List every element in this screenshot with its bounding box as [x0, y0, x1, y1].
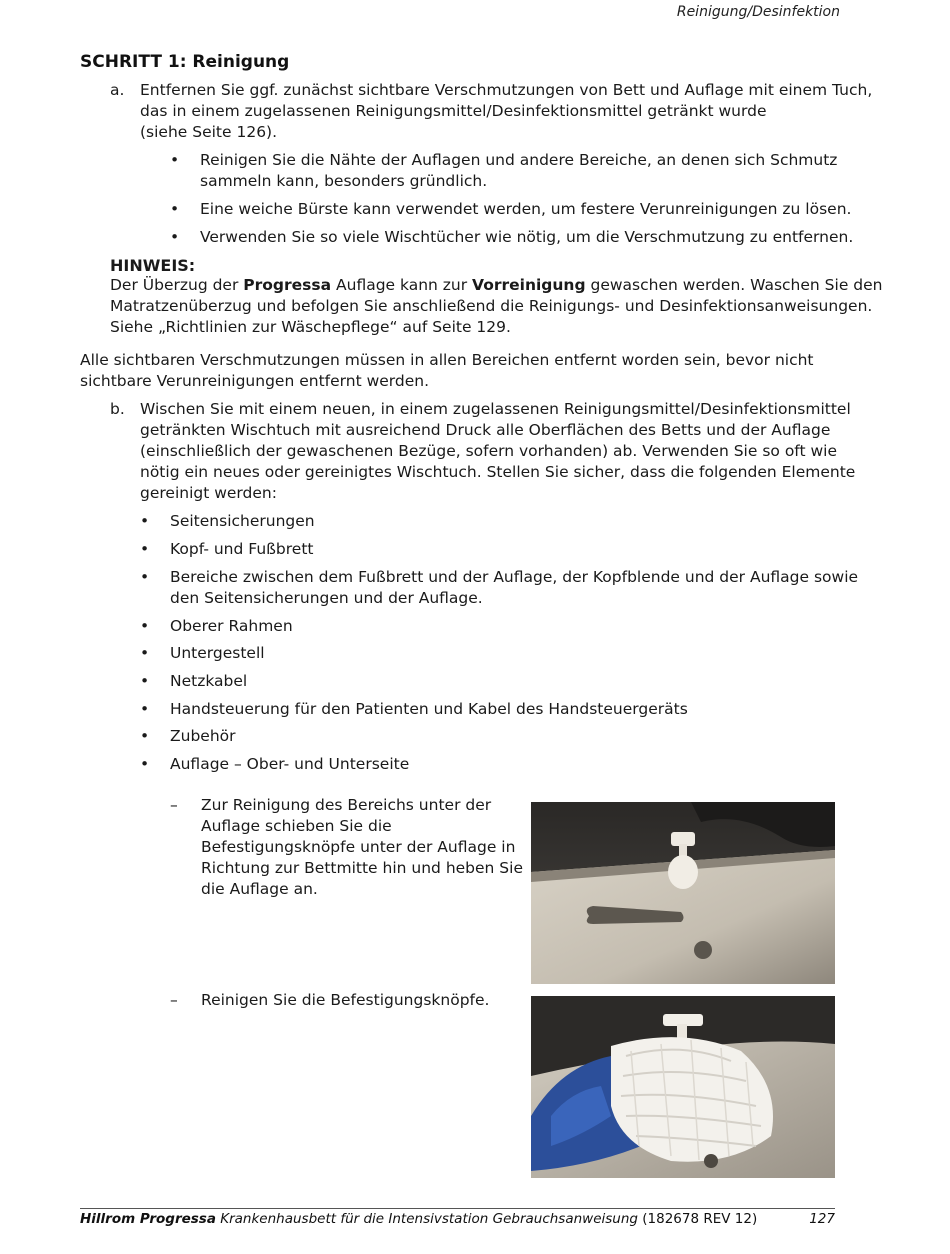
footer-title: [80, 1211, 757, 1227]
item-b-line-4: nötig ein neues oder gereinigtes Wischtuch. Stellen Sie sicher, dass die folgenden Elemente: [140, 463, 856, 481]
dash-1-line-3: Befestigungsknöpfe unter der Auflage in: [201, 838, 516, 856]
item-b-bullet-areas-line-1: Bereiche zwischen dem Fußbrett und der Auflage, der Kopfblende und der Auflage sowie: [170, 568, 859, 586]
bullet-dot: •: [140, 512, 150, 530]
item-a-marker: a.: [110, 81, 125, 99]
dash-1-line-4: Richtung zur Bettmitte hin und heben Sie: [201, 859, 523, 877]
note-line-1: [110, 275, 882, 296]
item-b-bullet-head-foot-board: Kopf- und Fußbrett: [170, 540, 314, 558]
item-b-line-5: gereinigt werden:: [140, 484, 277, 502]
note-text: Der Überzug der: [110, 276, 244, 294]
dash-1-line-1: Zur Reinigung des Bereichs unter der: [201, 796, 492, 814]
dash-marker: –: [170, 991, 178, 1009]
item-a-line-2: das in einem zugelassenen Reinigungsmittel/Desinfektionsmittel getränkt wurde: [140, 102, 767, 120]
item-a-bullet-1-line-2: sammeln kann, besonders gründlich.: [200, 172, 488, 190]
item-b-bullet-areas-line-2: den Seitensicherungen und der Auflage.: [170, 589, 483, 607]
bullet-dot: •: [170, 228, 180, 246]
bullet-dot: •: [140, 568, 150, 586]
footer-manual-title: Krankenhausbett für die Intensivstation Gebrauchsanweisung: [215, 1211, 638, 1227]
bullet-dot: •: [140, 540, 150, 558]
note-text: Auflage kann zur: [331, 276, 473, 294]
paragraph-line-2: sichtbare Verunreinigungen entfernt werden.: [80, 372, 430, 390]
item-a-bullet-1-line-1: Reinigen Sie die Nähte der Auflagen und andere Bereiche, an denen sich Schmutz: [200, 151, 838, 169]
bullet-dot: •: [140, 617, 150, 635]
item-b-bullet-upper-frame: Oberer Rahmen: [170, 617, 293, 635]
bullet-dot: •: [170, 200, 180, 218]
footer-divider: [80, 1208, 835, 1209]
item-a-line-3: (siehe Seite 126).: [140, 123, 278, 141]
item-b-bullet-base-frame: Untergestell: [170, 644, 265, 662]
note-product-name: Progressa: [243, 276, 332, 294]
photo-1-illustration: [531, 802, 835, 984]
bullet-dot: •: [140, 644, 150, 662]
note-line-3: Siehe „Richtlinien zur Wäschepflege“ auf Seite 129.: [110, 318, 511, 336]
dash-2: Reinigen Sie die Befestigungsknöpfe.: [201, 991, 490, 1009]
item-b-line-2: getränkten Wischtuch mit ausreichend Druck alle Oberflächen des Betts und der Auflage: [140, 421, 831, 439]
item-b-marker: b.: [110, 400, 125, 418]
bullet-dot: •: [170, 151, 180, 169]
footer-doc-number: (182678 REV 12): [637, 1211, 758, 1227]
photo-cleaning-fastener-knob: [531, 996, 835, 1178]
item-a-bullet-3: Verwenden Sie so viele Wischtücher wie nötig, um die Verschmutzung zu entfernen.: [200, 228, 854, 246]
dash-1-line-2: Auflage schieben Sie die: [201, 817, 392, 835]
item-b-line-1: Wischen Sie mit einem neuen, in einem zugelassenen Reinigungsmittel/Desinfektionsmittel: [140, 400, 851, 418]
item-b-bullet-mattress: Auflage – Ober- und Unterseite: [170, 755, 410, 773]
item-b-bullet-pendant: Handsteuerung für den Patienten und Kabel des Handsteuergeräts: [170, 700, 688, 718]
item-b-bullet-accessories: Zubehör: [170, 727, 236, 745]
item-b-bullet-power-cord: Netzkabel: [170, 672, 248, 690]
item-a-bullet-2: Eine weiche Bürste kann verwendet werden, um festere Verunreinigungen zu lösen.: [200, 200, 852, 218]
item-a-line-1: Entfernen Sie ggf. zunächst sichtbare Verschmutzungen von Bett und Auflage mit einem Tuch,: [140, 81, 873, 99]
note-text: gewaschen werden. Waschen Sie den: [585, 276, 883, 294]
footer-brand: Hillrom Progressa: [80, 1211, 216, 1227]
photo-2-illustration: [531, 996, 835, 1178]
step-title: SCHRITT 1: Reinigung: [80, 52, 290, 72]
bullet-dot: •: [140, 755, 150, 773]
photo-mattress-fastener-knob: [531, 802, 835, 984]
running-header: Reinigung/Desinfektion: [676, 4, 840, 20]
dash-1-line-5: die Auflage an.: [201, 880, 318, 898]
bullet-dot: •: [140, 700, 150, 718]
note-line-2: Matratzenüberzug und befolgen Sie anschließend die Reinigungs- und Desinfektionsanweisungen.: [110, 297, 873, 315]
item-b-line-3: (einschließlich der gewaschenen Bezüge, sofern vorhanden) ab. Verwenden Sie so oft wie: [140, 442, 838, 460]
dash-marker: –: [170, 796, 178, 814]
note-prewash-term: Vorreinigung: [472, 276, 586, 294]
paragraph-line-1: Alle sichtbaren Verschmutzungen müssen in allen Bereichen entfernt worden sein, bevor nicht: [80, 351, 814, 369]
note-title: HINWEIS:: [110, 256, 196, 275]
bullet-dot: •: [140, 672, 150, 690]
item-b-bullet-side-rails: Seitensicherungen: [170, 512, 315, 530]
bullet-dot: •: [140, 727, 150, 745]
page-number: 127: [809, 1211, 835, 1227]
